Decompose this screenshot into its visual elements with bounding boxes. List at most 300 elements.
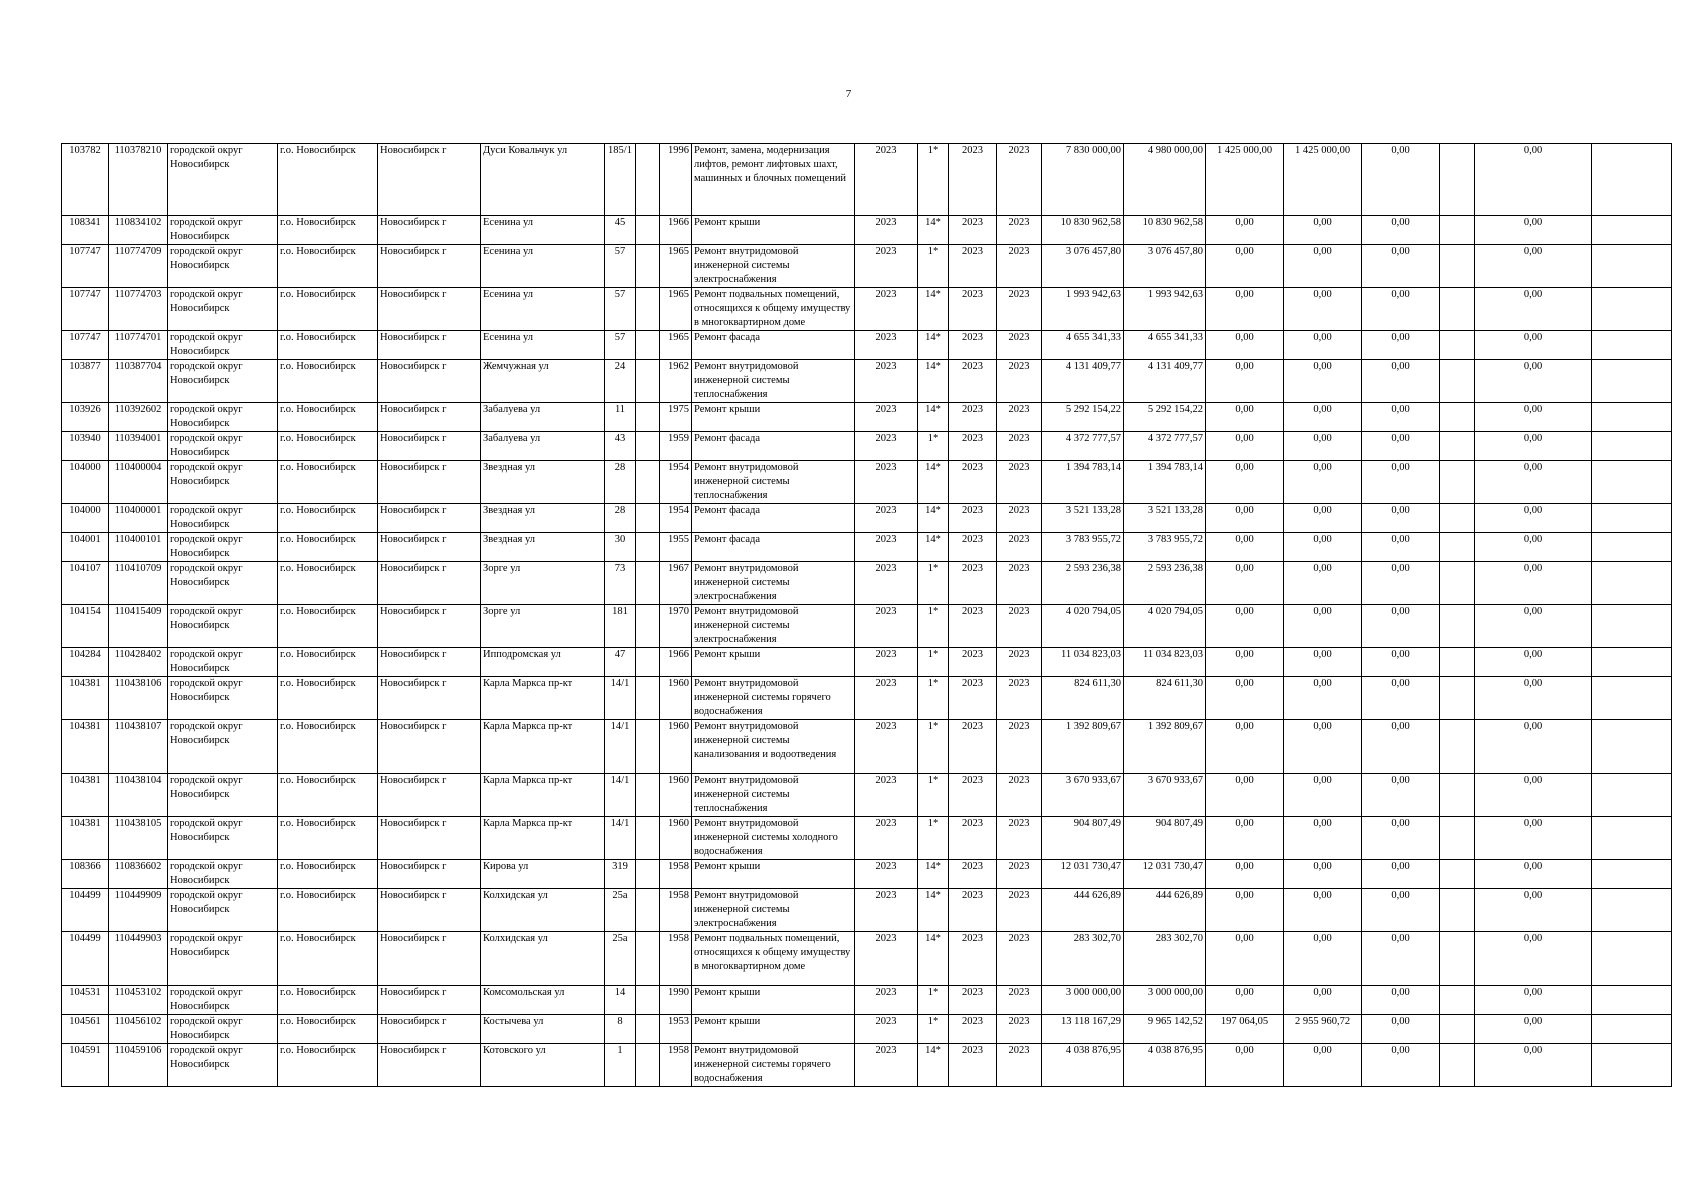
- regional-operator-funds-cell: 5 292 154,22: [1124, 403, 1206, 432]
- method-code-cell: 1*: [918, 1015, 949, 1044]
- work-type-cell: Ремонт внутридомовой инженерной системы электроснабжения: [692, 605, 855, 648]
- table-row: [62, 562, 1672, 605]
- other-funds-cell: 0,00: [1362, 932, 1440, 986]
- budget-funds-cell: 197 064,05: [1206, 1015, 1284, 1044]
- year-built-cell: 1965: [660, 245, 692, 288]
- settlement-district-cell: г.о. Новосибирск: [278, 774, 378, 817]
- start-year-cell: 2023: [949, 860, 997, 889]
- blank-column-cell: [1440, 461, 1475, 504]
- total-cost-cell: 3 000 000,00: [1042, 986, 1124, 1015]
- work-type-cell: Ремонт крыши: [692, 986, 855, 1015]
- end-year-cell: 2023: [997, 360, 1042, 403]
- start-year-cell: 2023: [949, 648, 997, 677]
- blank-column-cell: [1440, 360, 1475, 403]
- house-number-cell: 14/1: [605, 677, 636, 720]
- building-letter-cell: [636, 605, 660, 648]
- budget-funds-cell: 0,00: [1206, 986, 1284, 1015]
- house-number-cell: 14/1: [605, 720, 636, 774]
- owner-funds-cell: 0,00: [1284, 648, 1362, 677]
- locality-cell: Новосибирск г: [378, 432, 481, 461]
- end-year-cell: 2023: [997, 533, 1042, 562]
- additional-funds-cell: 0,00: [1475, 774, 1592, 817]
- regional-operator-funds-cell: 1 993 942,63: [1124, 288, 1206, 331]
- municipality-cell: городской округ Новосибирск: [168, 533, 278, 562]
- municipality-cell: городской округ Новосибирск: [168, 144, 278, 216]
- street-cell: Зорге ул: [481, 562, 605, 605]
- work-id-cell: 110410709: [109, 562, 168, 605]
- building-letter-cell: [636, 331, 660, 360]
- total-cost-cell: 3 670 933,67: [1042, 774, 1124, 817]
- plan-year-cell: 2023: [855, 605, 918, 648]
- plan-year-cell: 2023: [855, 360, 918, 403]
- work-type-cell: Ремонт внутридомовой инженерной системы теплоснабжения: [692, 774, 855, 817]
- street-cell: Есенина ул: [481, 288, 605, 331]
- street-cell: Кирова ул: [481, 860, 605, 889]
- other-funds-cell: 0,00: [1362, 986, 1440, 1015]
- house-number-cell: 25а: [605, 932, 636, 986]
- additional-funds-cell: 0,00: [1475, 504, 1592, 533]
- building-letter-cell: [636, 504, 660, 533]
- building-letter-cell: [636, 889, 660, 932]
- locality-cell: Новосибирск г: [378, 533, 481, 562]
- work-id-cell: 110456102: [109, 1015, 168, 1044]
- owner-funds-cell: 2 955 960,72: [1284, 1015, 1362, 1044]
- blank-column-cell: [1440, 648, 1475, 677]
- regional-operator-funds-cell: 4 020 794,05: [1124, 605, 1206, 648]
- table-row: [62, 817, 1672, 860]
- end-year-cell: 2023: [997, 648, 1042, 677]
- work-id-cell: 110400001: [109, 504, 168, 533]
- other-funds-cell: 0,00: [1362, 889, 1440, 932]
- house-number-cell: 14: [605, 986, 636, 1015]
- table-row: [62, 860, 1672, 889]
- object-id-cell: 104284: [62, 648, 109, 677]
- notes-cell: [1592, 288, 1672, 331]
- object-id-cell: 103940: [62, 432, 109, 461]
- other-funds-cell: 0,00: [1362, 1015, 1440, 1044]
- work-id-cell: 110834102: [109, 216, 168, 245]
- total-cost-cell: 1 394 783,14: [1042, 461, 1124, 504]
- blank-column-cell: [1440, 986, 1475, 1015]
- blank-column-cell: [1440, 504, 1475, 533]
- street-cell: Колхидская ул: [481, 932, 605, 986]
- municipality-cell: городской округ Новосибирск: [168, 1015, 278, 1044]
- locality-cell: Новосибирск г: [378, 677, 481, 720]
- end-year-cell: 2023: [997, 504, 1042, 533]
- work-type-cell: Ремонт фасада: [692, 432, 855, 461]
- other-funds-cell: 0,00: [1362, 432, 1440, 461]
- street-cell: Карла Маркса пр-кт: [481, 817, 605, 860]
- settlement-district-cell: г.о. Новосибирск: [278, 860, 378, 889]
- settlement-district-cell: г.о. Новосибирск: [278, 889, 378, 932]
- table-row: [62, 533, 1672, 562]
- municipality-cell: городской округ Новосибирск: [168, 288, 278, 331]
- notes-cell: [1592, 403, 1672, 432]
- owner-funds-cell: 0,00: [1284, 1044, 1362, 1087]
- regional-operator-funds-cell: 2 593 236,38: [1124, 562, 1206, 605]
- budget-funds-cell: 0,00: [1206, 605, 1284, 648]
- other-funds-cell: 0,00: [1362, 677, 1440, 720]
- settlement-district-cell: г.о. Новосибирск: [278, 144, 378, 216]
- regional-operator-funds-cell: 3 670 933,67: [1124, 774, 1206, 817]
- work-type-cell: Ремонт внутридомовой инженерной системы электроснабжения: [692, 562, 855, 605]
- end-year-cell: 2023: [997, 774, 1042, 817]
- work-id-cell: 110378210: [109, 144, 168, 216]
- method-code-cell: 14*: [918, 360, 949, 403]
- notes-cell: [1592, 774, 1672, 817]
- budget-funds-cell: 0,00: [1206, 720, 1284, 774]
- plan-year-cell: 2023: [855, 774, 918, 817]
- blank-column-cell: [1440, 932, 1475, 986]
- notes-cell: [1592, 562, 1672, 605]
- year-built-cell: 1970: [660, 605, 692, 648]
- municipality-cell: городской округ Новосибирск: [168, 360, 278, 403]
- municipality-cell: городской округ Новосибирск: [168, 648, 278, 677]
- total-cost-cell: 444 626,89: [1042, 889, 1124, 932]
- building-letter-cell: [636, 533, 660, 562]
- method-code-cell: 1*: [918, 677, 949, 720]
- street-cell: Забалуева ул: [481, 432, 605, 461]
- year-built-cell: 1953: [660, 1015, 692, 1044]
- owner-funds-cell: 0,00: [1284, 889, 1362, 932]
- settlement-district-cell: г.о. Новосибирск: [278, 677, 378, 720]
- total-cost-cell: 4 372 777,57: [1042, 432, 1124, 461]
- work-type-cell: Ремонт фасада: [692, 504, 855, 533]
- additional-funds-cell: 0,00: [1475, 932, 1592, 986]
- end-year-cell: 2023: [997, 331, 1042, 360]
- regional-operator-funds-cell: 3 000 000,00: [1124, 986, 1206, 1015]
- table-row: [62, 605, 1672, 648]
- table-row: [62, 144, 1672, 216]
- house-number-cell: 57: [605, 288, 636, 331]
- method-code-cell: 14*: [918, 288, 949, 331]
- start-year-cell: 2023: [949, 533, 997, 562]
- work-type-cell: Ремонт фасада: [692, 533, 855, 562]
- building-letter-cell: [636, 932, 660, 986]
- additional-funds-cell: 0,00: [1475, 648, 1592, 677]
- additional-funds-cell: 0,00: [1475, 360, 1592, 403]
- total-cost-cell: 2 593 236,38: [1042, 562, 1124, 605]
- blank-column-cell: [1440, 331, 1475, 360]
- notes-cell: [1592, 331, 1672, 360]
- total-cost-cell: 824 611,30: [1042, 677, 1124, 720]
- house-number-cell: 57: [605, 245, 636, 288]
- house-number-cell: 14/1: [605, 774, 636, 817]
- table-row: [62, 1015, 1672, 1044]
- plan-year-cell: 2023: [855, 1015, 918, 1044]
- house-number-cell: 185/1: [605, 144, 636, 216]
- house-number-cell: 8: [605, 1015, 636, 1044]
- total-cost-cell: 11 034 823,03: [1042, 648, 1124, 677]
- locality-cell: Новосибирск г: [378, 605, 481, 648]
- settlement-district-cell: г.о. Новосибирск: [278, 648, 378, 677]
- settlement-district-cell: г.о. Новосибирск: [278, 533, 378, 562]
- blank-column-cell: [1440, 533, 1475, 562]
- work-type-cell: Ремонт крыши: [692, 403, 855, 432]
- owner-funds-cell: 0,00: [1284, 774, 1362, 817]
- municipality-cell: городской округ Новосибирск: [168, 216, 278, 245]
- total-cost-cell: 4 038 876,95: [1042, 1044, 1124, 1087]
- other-funds-cell: 0,00: [1362, 720, 1440, 774]
- object-id-cell: 104107: [62, 562, 109, 605]
- work-type-cell: Ремонт крыши: [692, 648, 855, 677]
- budget-funds-cell: 0,00: [1206, 860, 1284, 889]
- total-cost-cell: 1 993 942,63: [1042, 288, 1124, 331]
- settlement-district-cell: г.о. Новосибирск: [278, 331, 378, 360]
- start-year-cell: 2023: [949, 986, 997, 1015]
- blank-column-cell: [1440, 1044, 1475, 1087]
- table-row: [62, 403, 1672, 432]
- notes-cell: [1592, 648, 1672, 677]
- year-built-cell: 1966: [660, 648, 692, 677]
- building-letter-cell: [636, 774, 660, 817]
- street-cell: Колхидская ул: [481, 889, 605, 932]
- settlement-district-cell: г.о. Новосибирск: [278, 1044, 378, 1087]
- notes-cell: [1592, 889, 1672, 932]
- notes-cell: [1592, 986, 1672, 1015]
- regional-operator-funds-cell: 1 392 809,67: [1124, 720, 1206, 774]
- total-cost-cell: 283 302,70: [1042, 932, 1124, 986]
- object-id-cell: 108366: [62, 860, 109, 889]
- municipality-cell: городской округ Новосибирск: [168, 605, 278, 648]
- municipality-cell: городской округ Новосибирск: [168, 504, 278, 533]
- street-cell: Карла Маркса пр-кт: [481, 677, 605, 720]
- notes-cell: [1592, 144, 1672, 216]
- house-number-cell: 181: [605, 605, 636, 648]
- blank-column-cell: [1440, 144, 1475, 216]
- locality-cell: Новосибирск г: [378, 1015, 481, 1044]
- table-row: [62, 932, 1672, 986]
- building-letter-cell: [636, 860, 660, 889]
- year-built-cell: 1960: [660, 774, 692, 817]
- work-type-cell: Ремонт крыши: [692, 1015, 855, 1044]
- plan-year-cell: 2023: [855, 1044, 918, 1087]
- method-code-cell: 14*: [918, 889, 949, 932]
- additional-funds-cell: 0,00: [1475, 860, 1592, 889]
- additional-funds-cell: 0,00: [1475, 288, 1592, 331]
- plan-year-cell: 2023: [855, 288, 918, 331]
- start-year-cell: 2023: [949, 331, 997, 360]
- additional-funds-cell: 0,00: [1475, 720, 1592, 774]
- regional-operator-funds-cell: 3 521 133,28: [1124, 504, 1206, 533]
- end-year-cell: 2023: [997, 889, 1042, 932]
- house-number-cell: 43: [605, 432, 636, 461]
- locality-cell: Новосибирск г: [378, 720, 481, 774]
- settlement-district-cell: г.о. Новосибирск: [278, 360, 378, 403]
- start-year-cell: 2023: [949, 504, 997, 533]
- end-year-cell: 2023: [997, 461, 1042, 504]
- building-letter-cell: [636, 245, 660, 288]
- plan-year-cell: 2023: [855, 144, 918, 216]
- municipality-cell: городской округ Новосибирск: [168, 932, 278, 986]
- year-built-cell: 1954: [660, 504, 692, 533]
- owner-funds-cell: 0,00: [1284, 432, 1362, 461]
- budget-funds-cell: 0,00: [1206, 533, 1284, 562]
- building-letter-cell: [636, 648, 660, 677]
- method-code-cell: 14*: [918, 461, 949, 504]
- start-year-cell: 2023: [949, 245, 997, 288]
- regional-operator-funds-cell: 1 394 783,14: [1124, 461, 1206, 504]
- regional-operator-funds-cell: 11 034 823,03: [1124, 648, 1206, 677]
- work-id-cell: 110428402: [109, 648, 168, 677]
- work-type-cell: Ремонт внутридомовой инженерной системы теплоснабжения: [692, 360, 855, 403]
- plan-year-cell: 2023: [855, 533, 918, 562]
- settlement-district-cell: г.о. Новосибирск: [278, 216, 378, 245]
- other-funds-cell: 0,00: [1362, 817, 1440, 860]
- start-year-cell: 2023: [949, 1044, 997, 1087]
- regional-operator-funds-cell: 824 611,30: [1124, 677, 1206, 720]
- year-built-cell: 1975: [660, 403, 692, 432]
- year-built-cell: 1958: [660, 860, 692, 889]
- total-cost-cell: 3 076 457,80: [1042, 245, 1124, 288]
- work-id-cell: 110392602: [109, 403, 168, 432]
- work-type-cell: Ремонт внутридомовой инженерной системы горячего водоснабжения: [692, 1044, 855, 1087]
- blank-column-cell: [1440, 288, 1475, 331]
- year-built-cell: 1959: [660, 432, 692, 461]
- plan-year-cell: 2023: [855, 677, 918, 720]
- regional-operator-funds-cell: 4 372 777,57: [1124, 432, 1206, 461]
- other-funds-cell: 0,00: [1362, 504, 1440, 533]
- house-number-cell: 73: [605, 562, 636, 605]
- year-built-cell: 1960: [660, 677, 692, 720]
- street-cell: Есенина ул: [481, 331, 605, 360]
- settlement-district-cell: г.о. Новосибирск: [278, 432, 378, 461]
- budget-funds-cell: 0,00: [1206, 288, 1284, 331]
- additional-funds-cell: 0,00: [1475, 331, 1592, 360]
- building-letter-cell: [636, 562, 660, 605]
- object-id-cell: 103926: [62, 403, 109, 432]
- house-number-cell: 1: [605, 1044, 636, 1087]
- blank-column-cell: [1440, 677, 1475, 720]
- house-number-cell: 25а: [605, 889, 636, 932]
- method-code-cell: 14*: [918, 403, 949, 432]
- work-id-cell: 110836602: [109, 860, 168, 889]
- end-year-cell: 2023: [997, 860, 1042, 889]
- total-cost-cell: 4 020 794,05: [1042, 605, 1124, 648]
- table-row: [62, 986, 1672, 1015]
- street-cell: Зорге ул: [481, 605, 605, 648]
- work-type-cell: Ремонт внутридомовой инженерной системы горячего водоснабжения: [692, 677, 855, 720]
- method-code-cell: 1*: [918, 605, 949, 648]
- owner-funds-cell: 0,00: [1284, 245, 1362, 288]
- settlement-district-cell: г.о. Новосибирск: [278, 245, 378, 288]
- method-code-cell: 14*: [918, 860, 949, 889]
- year-built-cell: 1955: [660, 533, 692, 562]
- settlement-district-cell: г.о. Новосибирск: [278, 720, 378, 774]
- municipality-cell: городской округ Новосибирск: [168, 245, 278, 288]
- additional-funds-cell: 0,00: [1475, 403, 1592, 432]
- start-year-cell: 2023: [949, 562, 997, 605]
- plan-year-cell: 2023: [855, 860, 918, 889]
- plan-year-cell: 2023: [855, 403, 918, 432]
- method-code-cell: 1*: [918, 986, 949, 1015]
- locality-cell: Новосибирск г: [378, 889, 481, 932]
- table-row: [62, 288, 1672, 331]
- end-year-cell: 2023: [997, 562, 1042, 605]
- object-id-cell: 107747: [62, 288, 109, 331]
- end-year-cell: 2023: [997, 1044, 1042, 1087]
- locality-cell: Новосибирск г: [378, 144, 481, 216]
- other-funds-cell: 0,00: [1362, 331, 1440, 360]
- additional-funds-cell: 0,00: [1475, 432, 1592, 461]
- other-funds-cell: 0,00: [1362, 216, 1440, 245]
- house-number-cell: 11: [605, 403, 636, 432]
- work-id-cell: 110459106: [109, 1044, 168, 1087]
- other-funds-cell: 0,00: [1362, 245, 1440, 288]
- work-id-cell: 110394001: [109, 432, 168, 461]
- start-year-cell: 2023: [949, 216, 997, 245]
- table-row: [62, 1044, 1672, 1087]
- end-year-cell: 2023: [997, 144, 1042, 216]
- notes-cell: [1592, 533, 1672, 562]
- municipality-cell: городской округ Новосибирск: [168, 331, 278, 360]
- table-row: [62, 889, 1672, 932]
- table-row: [62, 216, 1672, 245]
- other-funds-cell: 0,00: [1362, 144, 1440, 216]
- notes-cell: [1592, 1044, 1672, 1087]
- object-id-cell: 104561: [62, 1015, 109, 1044]
- work-type-cell: Ремонт внутридомовой инженерной системы электроснабжения: [692, 889, 855, 932]
- year-built-cell: 1962: [660, 360, 692, 403]
- additional-funds-cell: 0,00: [1475, 562, 1592, 605]
- locality-cell: Новосибирск г: [378, 331, 481, 360]
- plan-year-cell: 2023: [855, 562, 918, 605]
- object-id-cell: 104381: [62, 720, 109, 774]
- budget-funds-cell: 0,00: [1206, 360, 1284, 403]
- budget-funds-cell: 1 425 000,00: [1206, 144, 1284, 216]
- regional-operator-funds-cell: 3 783 955,72: [1124, 533, 1206, 562]
- end-year-cell: 2023: [997, 288, 1042, 331]
- street-cell: Забалуева ул: [481, 403, 605, 432]
- end-year-cell: 2023: [997, 677, 1042, 720]
- method-code-cell: 1*: [918, 720, 949, 774]
- year-built-cell: 1965: [660, 331, 692, 360]
- owner-funds-cell: 0,00: [1284, 331, 1362, 360]
- total-cost-cell: 13 118 167,29: [1042, 1015, 1124, 1044]
- municipality-cell: городской округ Новосибирск: [168, 860, 278, 889]
- street-cell: Звездная ул: [481, 461, 605, 504]
- end-year-cell: 2023: [997, 932, 1042, 986]
- owner-funds-cell: 0,00: [1284, 504, 1362, 533]
- locality-cell: Новосибирск г: [378, 986, 481, 1015]
- object-id-cell: 104381: [62, 677, 109, 720]
- street-cell: Костычева ул: [481, 1015, 605, 1044]
- building-letter-cell: [636, 216, 660, 245]
- year-built-cell: 1996: [660, 144, 692, 216]
- work-type-cell: Ремонт внутридомовой инженерной системы холодного водоснабжения: [692, 817, 855, 860]
- budget-funds-cell: 0,00: [1206, 331, 1284, 360]
- owner-funds-cell: 0,00: [1284, 403, 1362, 432]
- street-cell: Есенина ул: [481, 245, 605, 288]
- work-id-cell: 110438107: [109, 720, 168, 774]
- work-type-cell: Ремонт внутридомовой инженерной системы электроснабжения: [692, 245, 855, 288]
- building-letter-cell: [636, 720, 660, 774]
- start-year-cell: 2023: [949, 288, 997, 331]
- end-year-cell: 2023: [997, 245, 1042, 288]
- owner-funds-cell: 0,00: [1284, 533, 1362, 562]
- method-code-cell: 14*: [918, 504, 949, 533]
- budget-funds-cell: 0,00: [1206, 504, 1284, 533]
- plan-year-cell: 2023: [855, 720, 918, 774]
- house-number-cell: 45: [605, 216, 636, 245]
- locality-cell: Новосибирск г: [378, 245, 481, 288]
- notes-cell: [1592, 860, 1672, 889]
- end-year-cell: 2023: [997, 216, 1042, 245]
- notes-cell: [1592, 461, 1672, 504]
- total-cost-cell: 3 521 133,28: [1042, 504, 1124, 533]
- notes-cell: [1592, 245, 1672, 288]
- year-built-cell: 1960: [660, 720, 692, 774]
